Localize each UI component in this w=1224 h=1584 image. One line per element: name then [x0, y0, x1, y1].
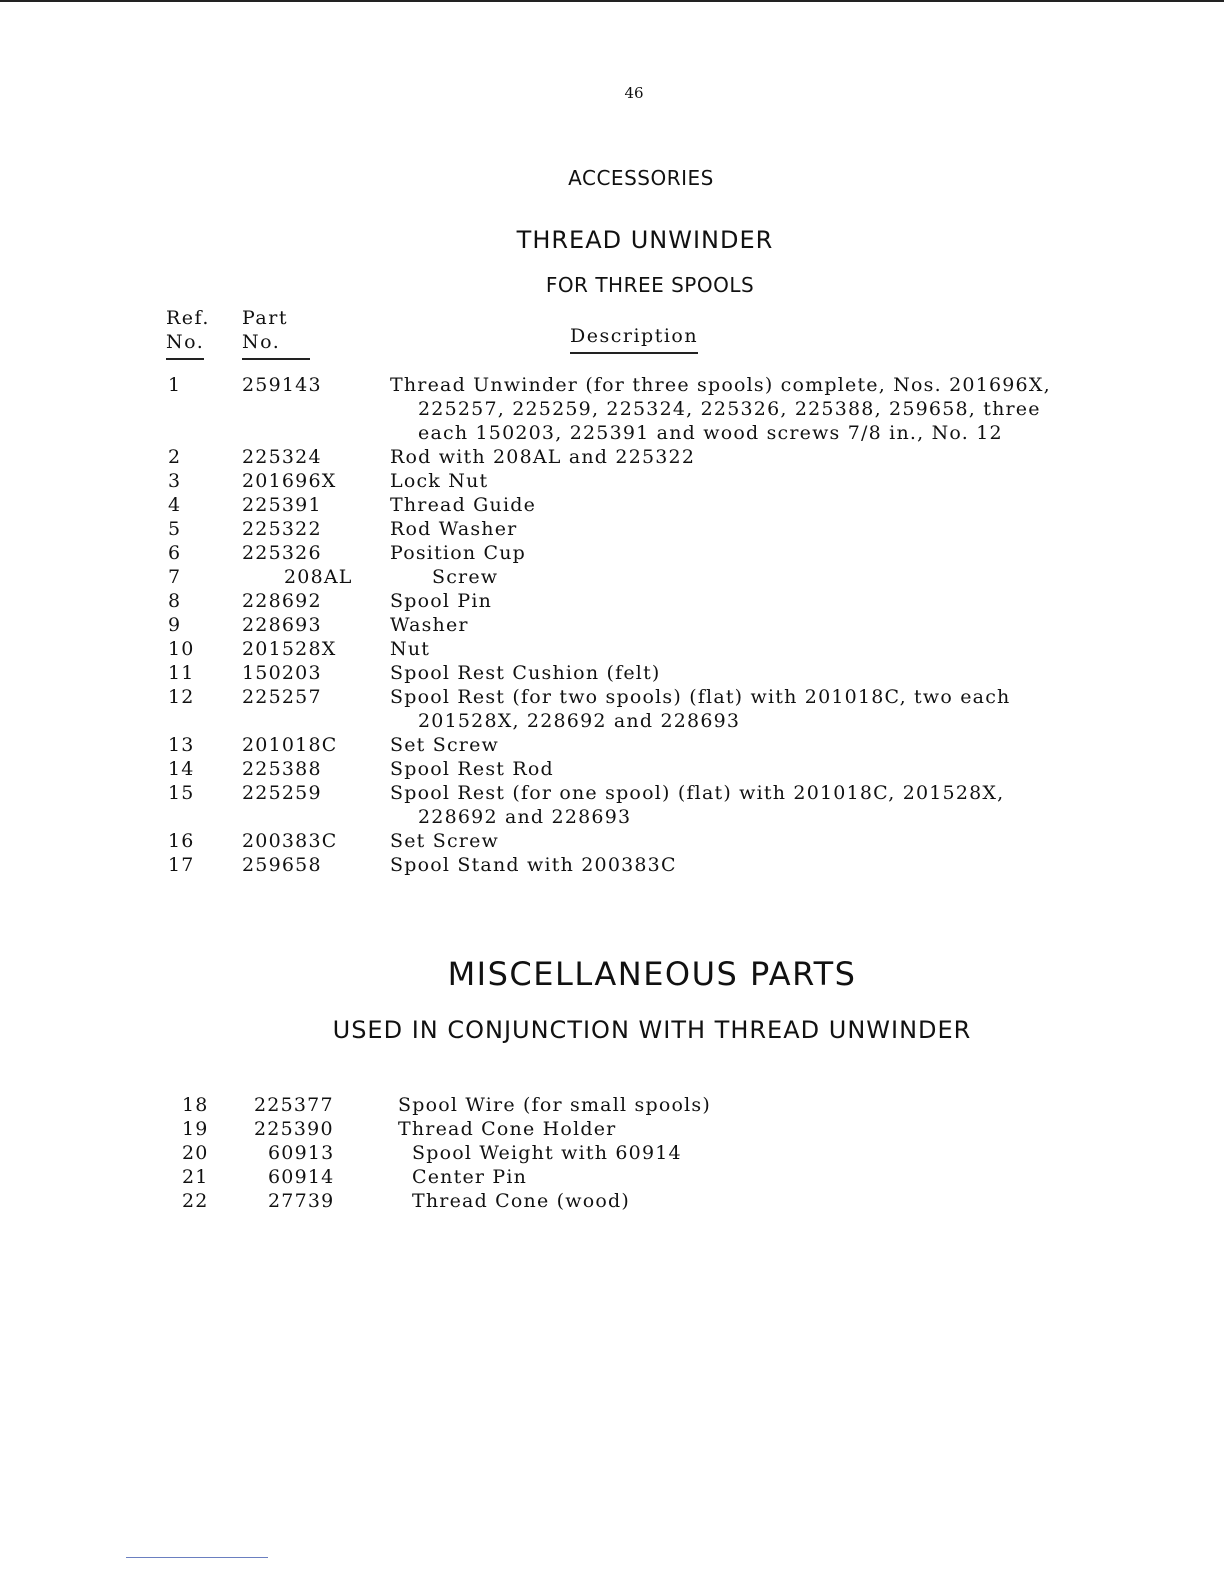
part-header-line1: Part [242, 307, 288, 329]
ref-number: 12 [168, 686, 195, 708]
table-row [168, 781, 1128, 829]
page-number: 46 [624, 84, 644, 102]
part-number: 60914 [268, 1166, 335, 1188]
part-number: 200383C [242, 830, 338, 852]
ref-number: 3 [168, 470, 182, 492]
top-rule [0, 0, 1224, 2]
description-text: Spool Rest (for one spool) (flat) with 201018C, 201528X, [390, 782, 1005, 804]
table-row [168, 757, 1128, 781]
description-text: Spool Wire (for small spools) [398, 1094, 711, 1116]
description-text: Set Screw [390, 734, 499, 756]
table-row [182, 1189, 1082, 1213]
part-description [390, 541, 1128, 565]
description-text: Thread Guide [390, 494, 537, 516]
ref-number: 5 [168, 518, 182, 540]
part-description [412, 1189, 1082, 1213]
part-number: 225324 [242, 446, 322, 468]
footer-rule [126, 1557, 268, 1558]
table-row [168, 853, 1128, 877]
table-row [168, 733, 1128, 757]
description-continuation: 228692 and 228693 [418, 806, 632, 828]
page-title: THREAD UNWINDER [516, 226, 774, 254]
part-description [390, 589, 1128, 613]
misc-title: MISCELLANEOUS PARTS [447, 955, 857, 993]
ref-number: 4 [168, 494, 182, 516]
part-number: 201528X [242, 638, 337, 660]
description-text: Lock Nut [390, 470, 489, 492]
part-number: 208AL [284, 566, 353, 588]
part-description [412, 1141, 1082, 1165]
ref-number: 8 [168, 590, 182, 612]
part-description [390, 613, 1128, 637]
part-number: 225322 [242, 518, 322, 540]
part-no-header [242, 306, 310, 360]
description-continuation: 201528X, 228692 and 228693 [418, 710, 741, 732]
part-number: 201018C [242, 734, 338, 756]
part-description [390, 517, 1128, 541]
part-header-line2: No. [242, 330, 310, 360]
ref-number: 16 [168, 830, 195, 852]
ref-number: 10 [168, 638, 195, 660]
table-row [168, 565, 1128, 589]
part-number: 60913 [268, 1142, 335, 1164]
description-text: Set Screw [390, 830, 499, 852]
description-continuation: 225257, 225259, 225324, 225326, 225388, 259658, three [418, 398, 1041, 420]
ref-number: 9 [168, 614, 182, 636]
description-text: Spool Stand with 200383C [390, 854, 677, 876]
misc-parts-table [182, 1093, 1082, 1213]
table-row [168, 445, 1128, 469]
part-description [390, 493, 1128, 517]
table-row [168, 589, 1128, 613]
description-text: Spool Rest Cushion (felt) [390, 662, 661, 684]
part-description [390, 373, 1128, 445]
part-description [390, 661, 1128, 685]
table-row [168, 373, 1128, 445]
ref-number: 13 [168, 734, 195, 756]
ref-number: 15 [168, 782, 195, 804]
description-text: Spool Rest (for two spools) (flat) with 201018C, two each [390, 686, 1011, 708]
description-text: Spool Pin [390, 590, 493, 612]
parts-table [168, 373, 1128, 877]
part-number: 225259 [242, 782, 322, 804]
description-text: Rod with 208AL and 225322 [390, 446, 696, 468]
part-description [390, 829, 1128, 853]
part-number: 225390 [254, 1118, 334, 1140]
description-text: Rod Washer [390, 518, 518, 540]
part-description [390, 733, 1128, 757]
description-text: Thread Cone (wood) [412, 1190, 630, 1212]
part-number: 225377 [254, 1094, 334, 1116]
ref-number: 2 [168, 446, 182, 468]
table-row [168, 493, 1128, 517]
description-text: Center Pin [412, 1166, 528, 1188]
part-description [390, 685, 1128, 733]
table-row [182, 1117, 1082, 1141]
description-text: Thread Cone Holder [398, 1118, 617, 1140]
description-header-label: Description [570, 324, 698, 354]
table-row [182, 1093, 1082, 1117]
table-row [182, 1165, 1082, 1189]
description-header [570, 324, 698, 354]
ref-header-line2: No. [166, 330, 204, 360]
part-number: 228693 [242, 614, 322, 636]
table-row [168, 829, 1128, 853]
description-text: Screw [432, 566, 499, 588]
part-description [398, 1117, 1082, 1141]
table-row [168, 661, 1128, 685]
part-number: 27739 [268, 1190, 335, 1212]
ref-header-line1: Ref. [166, 307, 210, 329]
misc-subtitle: USED IN CONJUNCTION WITH THREAD UNWINDER [332, 1016, 972, 1044]
table-row [182, 1141, 1082, 1165]
part-number: 225326 [242, 542, 322, 564]
ref-number: 17 [168, 854, 195, 876]
ref-number: 14 [168, 758, 195, 780]
part-number: 228692 [242, 590, 322, 612]
description-text: Washer [390, 614, 469, 636]
part-number: 225391 [242, 494, 322, 516]
table-row [168, 517, 1128, 541]
part-number: 259658 [242, 854, 322, 876]
part-description [390, 445, 1128, 469]
part-description [390, 853, 1128, 877]
part-description [390, 637, 1128, 661]
description-text: Position Cup [390, 542, 527, 564]
table-row [168, 541, 1128, 565]
ref-number: 7 [168, 566, 182, 588]
ref-number: 20 [182, 1142, 209, 1164]
ref-number: 1 [168, 374, 182, 396]
part-description [390, 781, 1128, 829]
part-number: 225388 [242, 758, 322, 780]
ref-number: 21 [182, 1166, 209, 1188]
description-text: Nut [390, 638, 431, 660]
ref-number: 18 [182, 1094, 209, 1116]
part-description [398, 1093, 1082, 1117]
part-number: 201696X [242, 470, 337, 492]
table-row [168, 637, 1128, 661]
section-heading: ACCESSORIES [568, 166, 714, 190]
description-text: Thread Unwinder (for three spools) complete, Nos. 201696X, [390, 374, 1051, 396]
part-description [412, 1165, 1082, 1189]
part-number: 150203 [242, 662, 322, 684]
ref-number: 6 [168, 542, 182, 564]
description-text: Spool Rest Rod [390, 758, 554, 780]
part-description [390, 757, 1128, 781]
description-text: Spool Weight with 60914 [412, 1142, 682, 1164]
description-continuation: each 150203, 225391 and wood screws 7/8 in., No. 12 [418, 422, 1003, 444]
page-subtitle: FOR THREE SPOOLS [545, 273, 755, 297]
table-row [168, 685, 1128, 733]
table-row [168, 613, 1128, 637]
ref-number: 11 [168, 662, 195, 684]
part-number: 259143 [242, 374, 322, 396]
table-row [168, 469, 1128, 493]
ref-no-header [166, 306, 210, 360]
ref-number: 19 [182, 1118, 209, 1140]
part-description [432, 565, 1128, 589]
ref-number: 22 [182, 1190, 209, 1212]
part-number: 225257 [242, 686, 322, 708]
part-description [390, 469, 1128, 493]
